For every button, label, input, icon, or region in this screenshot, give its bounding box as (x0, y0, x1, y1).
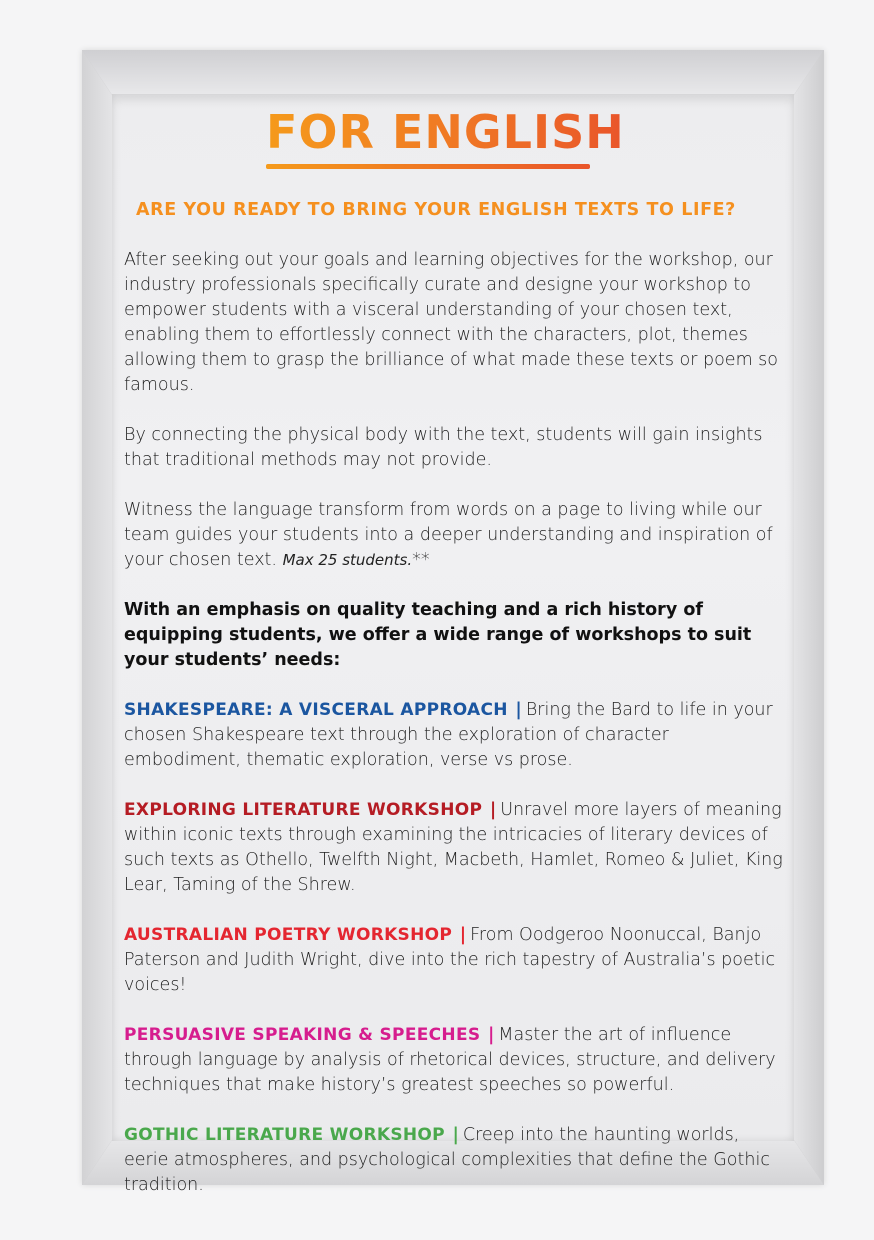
frame-right-bevel (794, 50, 824, 1185)
workshop-item-persuasive-speaking (124, 1023, 784, 1098)
workshop-list (124, 698, 784, 1198)
intro-paragraph-3-text: Witness the language transform from words on a page to living while our team guides your students into a deeper understanding and inspiration of your chosen text. (124, 500, 773, 570)
workshop-item-gothic-literature (124, 1123, 784, 1198)
workshop-separator: | (489, 800, 497, 820)
max-students-note-suffix: ** (412, 550, 430, 570)
workshop-separator: | (487, 1025, 495, 1045)
workshop-name: GOTHIC LITERATURE WORKSHOP (124, 1125, 445, 1145)
workshop-description: Creep into the haunting worlds, eerie atmospheres, and psychological complexities that define the Gothic tradition. (124, 1125, 770, 1195)
page-subtitle: ARE YOU READY TO BRING YOUR ENGLISH TEXTS TO LIFE? (136, 200, 736, 220)
emphasis-paragraph: With an emphasis on quality teaching and a rich history of equipping students, we offer a wide range of workshops to suit your students’ needs: (124, 600, 752, 670)
frame-left-bevel (82, 50, 112, 1185)
workshop-separator: | (515, 700, 522, 720)
workshop-description: Unravel more layers of meaning within iconic texts through examining the intricacies of literary devices of such texts as Othello, Twelfth Night, Macbeth, Hamlet, Romeo & Juliet, King Lear, Taming of the Shrew. (124, 800, 783, 895)
workshop-separator: | (452, 1125, 459, 1145)
page-title: FOR ENGLISH (266, 105, 625, 159)
workshop-item-australian-poetry (124, 923, 784, 998)
workshop-name: SHAKESPEARE: A VISCERAL APPROACH (124, 700, 508, 720)
title-underline (266, 164, 590, 169)
max-students-note: Max 25 students. (282, 551, 413, 569)
workshop-name: EXPLORING LITERATURE WORKSHOP (124, 800, 483, 820)
content-body (124, 248, 784, 1223)
intro-paragraph-3 (124, 498, 784, 573)
workshop-description: Master the art of influence through language by analysis of rhetorical devices, structure, and delivery techniques that make history’s greatest speeches so powerful. (124, 1025, 776, 1095)
intro-paragraph-2: By connecting the physical body with the text, students will gain insights that traditional methods may not provide. (124, 425, 763, 470)
workshop-name: AUSTRALIAN POETRY WORKSHOP (124, 925, 453, 945)
workshop-description: Bring the Bard to life in your chosen Shakespeare text through the exploration of character embodiment, thematic exploration, verse vs prose. (124, 700, 773, 770)
intro-paragraph-1: After seeking out your goals and learning objectives for the workshop, our industry professionals specifically curate and designe your workshop to empower students with a visceral understanding of your chosen text, enabling them to effortlessly connect with the characters, plot, themes allowing them to grasp the brilliance of what made these texts or poem so famous. (124, 250, 779, 395)
workshop-description: From Oodgeroo Noonuccal, Banjo Paterson and Judith Wright, dive into the rich tapestry of Australia’s poetic voices! (124, 925, 776, 995)
workshop-item-exploring-literature (124, 798, 784, 898)
workshop-name: PERSUASIVE SPEAKING & SPEECHES (124, 1025, 481, 1045)
frame-top-bevel (82, 50, 824, 94)
workshop-separator: | (459, 925, 467, 945)
workshop-item-shakespeare (124, 698, 784, 773)
